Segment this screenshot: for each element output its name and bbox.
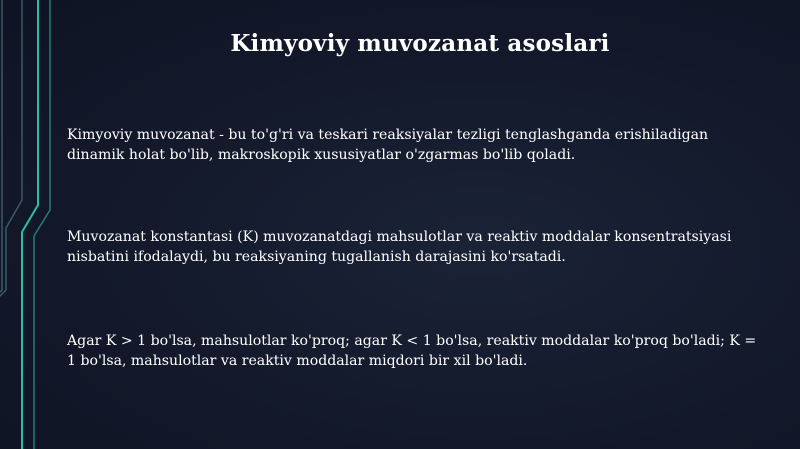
paragraph-k-values: Agar K > 1 bo'lsa, mahsulotlar ko'proq; agar K < 1 bo'lsa, reaktiv moddalar ko'proq bo'ladi; K = 1 bo'lsa, mahsulotlar va reaktiv moddalar miqdori bir xil bo'ladi. [67,333,757,369]
decorative-circuit-lines [0,0,80,449]
decor-line-accent [22,0,38,449]
decor-line-accent-2 [34,0,50,449]
slide-title: Kimyoviy muvozanat asoslari [230,30,610,57]
paragraph-definition: Kimyoviy muvozanat - bu to'g'ri va teskari reaksiyalar tezligi tenglashganda erishiladigan dinamik holat bo'lib, makroskopik xususiyatlar o'zgarmas bo'lib qoladi. [67,127,709,163]
paragraph-constant: Muvozanat konstantasi (K) muvozanatdagi mahsulotlar va reaktiv moddalar konsentratsiyasi nisbatini ifodalaydi, bu reaksiyaning tugallanish darajasini ko'rsatadi. [67,229,732,265]
